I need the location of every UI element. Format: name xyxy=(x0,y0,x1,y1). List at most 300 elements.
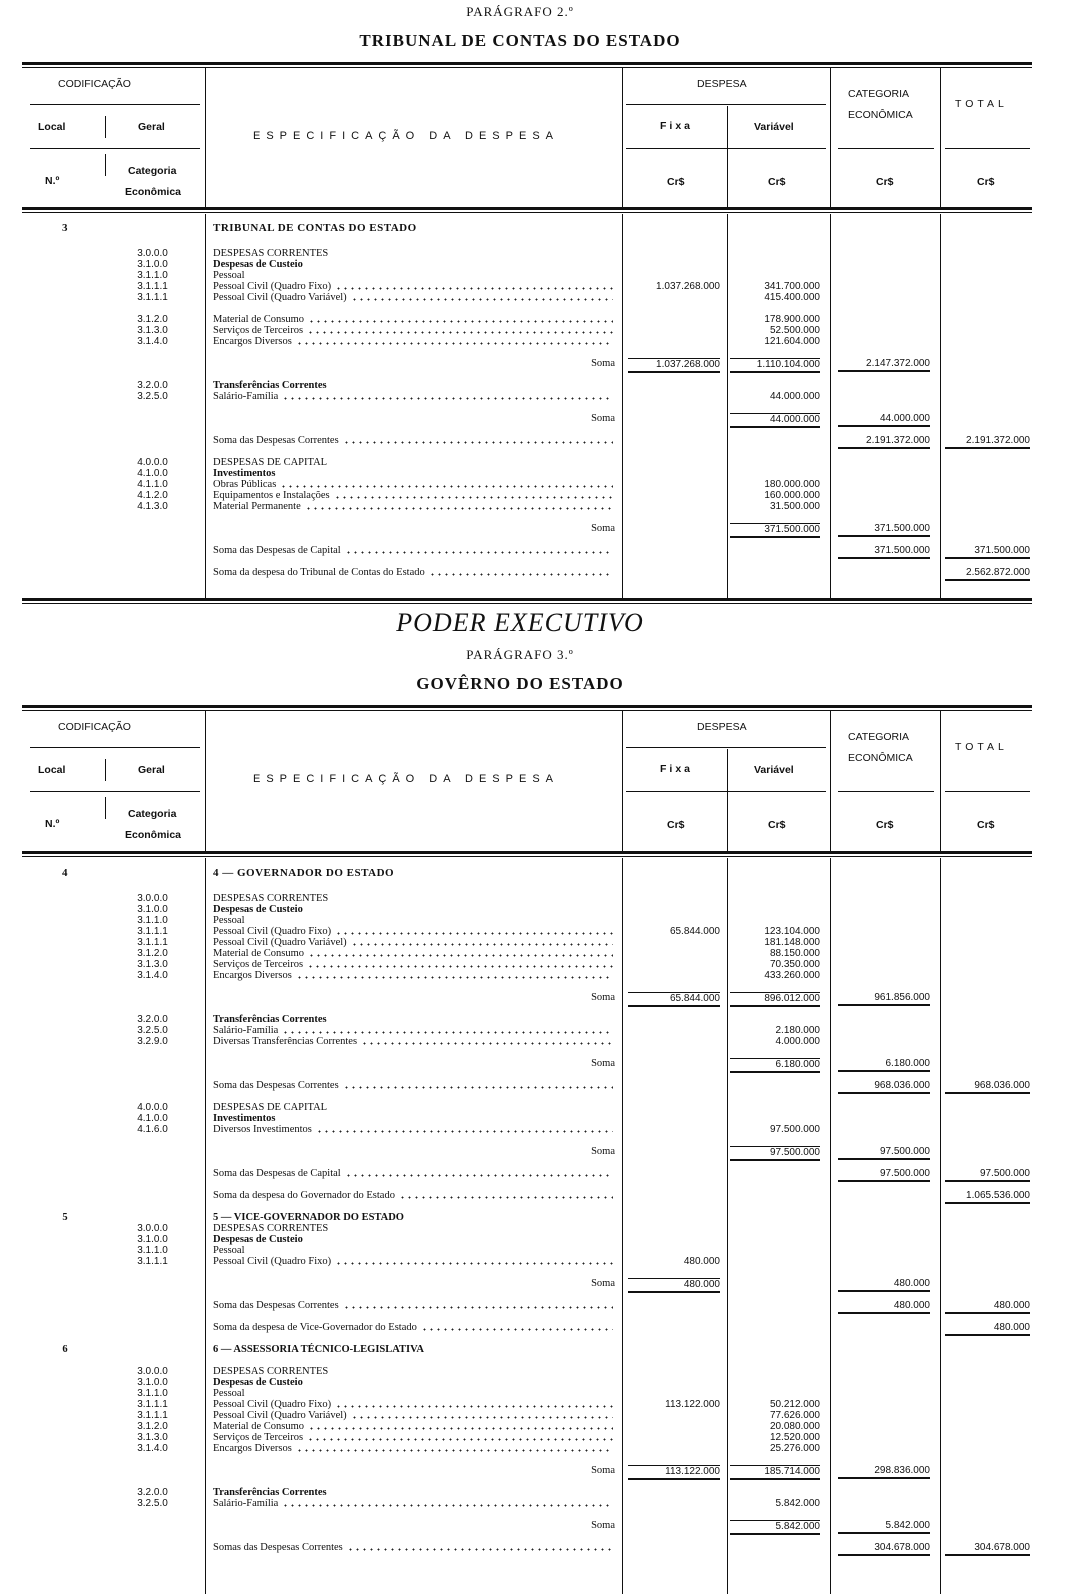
table-row xyxy=(0,1223,1040,1234)
economica-label: Econômica xyxy=(125,829,182,841)
variable-expense: 12.520.000 xyxy=(769,1432,820,1443)
specification xyxy=(213,1036,615,1047)
dot-leader xyxy=(296,336,613,345)
specification xyxy=(213,292,615,303)
specification xyxy=(213,391,615,402)
variable-expense: 97.500.000 xyxy=(730,1146,820,1161)
dot-leader xyxy=(305,501,613,510)
entry-number: 4 xyxy=(62,867,68,879)
dot-leader xyxy=(308,1421,613,1430)
economic-category-code: 3.2.0.0 xyxy=(137,380,168,391)
table-row xyxy=(0,523,1040,534)
table-row xyxy=(0,1542,1040,1553)
specification-text: Soma das Despesas de Capital xyxy=(213,545,341,556)
table-row xyxy=(0,937,1040,948)
specification xyxy=(213,1058,615,1069)
dot-leader xyxy=(345,1168,613,1177)
specification xyxy=(213,248,615,259)
specification xyxy=(213,435,615,446)
table-row xyxy=(0,868,1040,882)
economic-category-total: 480.000 xyxy=(838,1300,930,1314)
dot-leader xyxy=(280,479,613,488)
specification xyxy=(213,1399,615,1410)
table-body-2 xyxy=(0,858,1040,1594)
specification xyxy=(213,1245,615,1256)
specification xyxy=(213,380,615,391)
economic-category-total: 97.500.000 xyxy=(838,1146,930,1160)
categoria-economica-label-2: ECONÔMICA xyxy=(848,752,913,764)
specification xyxy=(213,1520,615,1531)
table-row xyxy=(0,1465,1040,1476)
table-row xyxy=(0,325,1040,336)
specification-text: Encargos Diversos xyxy=(213,1443,292,1454)
fixa-label: Fixa xyxy=(660,120,694,132)
dot-leader xyxy=(335,926,613,935)
variable-expense: 20.080.000 xyxy=(769,1421,820,1432)
table-row xyxy=(0,457,1040,468)
table-row xyxy=(0,1388,1040,1399)
economic-category-code: 4.0.0.0 xyxy=(137,457,168,468)
table-row xyxy=(0,259,1040,270)
total: 1.065.536.000 xyxy=(945,1190,1030,1204)
table-row xyxy=(0,391,1040,402)
specification xyxy=(213,259,615,270)
specification-text: 6 — ASSESSORIA TÉCNICO-LEGISLATIVA xyxy=(213,1344,424,1355)
table-row xyxy=(0,1487,1040,1498)
variable-expense: 4.000.000 xyxy=(775,1036,820,1047)
specification-text: Material Permanente xyxy=(213,501,301,512)
variable-expense: 5.842.000 xyxy=(730,1520,820,1535)
specification-text: Pessoal Civil (Quadro Fixo) xyxy=(213,926,332,937)
specification-text: DESPESAS DE CAPITAL xyxy=(213,457,328,468)
specification xyxy=(213,959,615,970)
table-row xyxy=(0,1124,1040,1135)
specification xyxy=(213,1410,615,1421)
specification-text: Serviços de Terceiros xyxy=(213,959,304,970)
specification xyxy=(213,325,615,336)
variable-expense: 185.714.000 xyxy=(730,1465,820,1480)
dot-leader xyxy=(343,1080,613,1089)
currency-label: Cr$ xyxy=(667,819,685,831)
total: 304.678.000 xyxy=(945,1542,1030,1556)
economic-category-code: 3.2.9.0 xyxy=(137,1036,168,1047)
currency-label: Cr$ xyxy=(876,176,894,188)
dot-leader xyxy=(296,1443,613,1452)
specification xyxy=(213,1322,615,1333)
specification xyxy=(213,1113,615,1124)
economic-category-code: 3.2.0.0 xyxy=(137,1014,168,1025)
dot-leader xyxy=(343,435,613,444)
economic-category-code: 3.0.0.0 xyxy=(137,893,168,904)
specification-text: Equipamentos e Instalações xyxy=(213,490,330,501)
specification-text: Salário-Família xyxy=(213,1025,279,1036)
specification-text: Investimentos xyxy=(213,1113,276,1124)
total: 968.036.000 xyxy=(945,1080,1030,1094)
table-row xyxy=(0,1421,1040,1432)
specification xyxy=(213,1256,615,1267)
total: 2.562.872.000 xyxy=(945,567,1030,581)
total: 480.000 xyxy=(945,1300,1030,1314)
specification-text: Soma xyxy=(591,1278,615,1289)
dot-leader xyxy=(345,545,613,554)
economic-category-code: 4.1.0.0 xyxy=(137,468,168,479)
economic-category-code: 3.1.3.0 xyxy=(137,325,168,336)
specification-text: Despesas de Custeio xyxy=(213,1234,303,1245)
categoria-label: Categoria xyxy=(128,165,177,177)
categoria-economica-label: CATEGORIA xyxy=(848,88,910,100)
dot-leader xyxy=(343,1300,613,1309)
specification xyxy=(213,868,615,879)
fixed-expense: 1.037.268.000 xyxy=(656,281,720,292)
specification xyxy=(213,1388,615,1399)
heading: PODER EXECUTIVO xyxy=(396,608,644,637)
economic-category-code: 3.2.5.0 xyxy=(137,391,168,402)
fixed-expense: 65.844.000 xyxy=(628,992,720,1007)
specification-text: Pessoal Civil (Quadro Fixo) xyxy=(213,1399,332,1410)
table-row xyxy=(0,380,1040,391)
table-row xyxy=(0,1146,1040,1157)
specification-text: Serviços de Terceiros xyxy=(213,1432,304,1443)
codificacao-label: CODIFICAÇÃO xyxy=(58,78,131,90)
variable-expense: 44.000.000 xyxy=(769,391,820,402)
economic-category-code: 3.2.0.0 xyxy=(137,1487,168,1498)
economic-category-total: 961.856.000 xyxy=(838,992,930,1006)
fixed-expense: 1.037.268.000 xyxy=(628,358,720,373)
table-row xyxy=(0,1245,1040,1256)
economic-category-code: 3.1.1.0 xyxy=(137,270,168,281)
fixed-expense: 65.844.000 xyxy=(669,926,720,937)
table-row xyxy=(0,1366,1040,1377)
variable-expense: 88.150.000 xyxy=(769,948,820,959)
economic-category-code: 3.1.1.1 xyxy=(137,926,168,937)
specification xyxy=(213,1025,615,1036)
table-row xyxy=(0,1377,1040,1388)
dot-leader xyxy=(334,490,613,499)
geral-label: Geral xyxy=(138,121,165,133)
specification xyxy=(213,1300,615,1311)
economic-category-code: 3.1.0.0 xyxy=(137,904,168,915)
table-row xyxy=(0,1410,1040,1421)
dot-leader xyxy=(335,1256,613,1265)
variable-expense: 896.012.000 xyxy=(730,992,820,1007)
economic-category-total: 298.836.000 xyxy=(838,1465,930,1479)
variable-expense: 5.842.000 xyxy=(775,1498,820,1509)
economic-category-code: 3.1.2.0 xyxy=(137,948,168,959)
specification-text: Soma xyxy=(591,523,615,534)
specification xyxy=(213,281,615,292)
dot-leader xyxy=(399,1190,613,1199)
specification-text: Transferências Correntes xyxy=(213,1014,327,1025)
specification xyxy=(213,893,615,904)
total-label: TOTAL xyxy=(955,98,1008,110)
table-row xyxy=(0,336,1040,347)
specification xyxy=(213,336,615,347)
currency-label: Cr$ xyxy=(977,176,995,188)
specification xyxy=(213,523,615,534)
table-row xyxy=(0,468,1040,479)
specification xyxy=(213,1421,615,1432)
dot-leader xyxy=(347,1542,613,1551)
specification xyxy=(213,1102,615,1113)
table-row xyxy=(0,1058,1040,1069)
economic-category-code: 3.1.1.1 xyxy=(137,1410,168,1421)
variable-expense: 433.260.000 xyxy=(764,970,820,981)
specification-text: DESPESAS CORRENTES xyxy=(213,893,329,904)
economic-category-code: 3.1.3.0 xyxy=(137,959,168,970)
specification-text: Soma xyxy=(591,358,615,369)
specification xyxy=(213,1366,615,1377)
specification xyxy=(213,948,615,959)
table-row xyxy=(0,1443,1040,1454)
variable-expense: 31.500.000 xyxy=(769,501,820,512)
specification-text: Soma das Despesas Correntes xyxy=(213,1300,339,1311)
specification xyxy=(213,1498,615,1509)
specification-text: Salário-Família xyxy=(213,391,279,402)
table-row xyxy=(0,915,1040,926)
table-row xyxy=(0,1322,1040,1333)
table-row xyxy=(0,479,1040,490)
despesa-label: DESPESA xyxy=(697,78,747,90)
specification xyxy=(213,413,615,424)
specification-text: Pessoal Civil (Quadro Fixo) xyxy=(213,281,332,292)
total: 480.000 xyxy=(945,1322,1030,1336)
divider xyxy=(22,851,1032,857)
table-row xyxy=(0,314,1040,325)
specification xyxy=(213,1377,615,1388)
table-header xyxy=(0,68,1040,208)
dot-leader xyxy=(351,1410,613,1419)
specification xyxy=(213,1212,615,1223)
table-row xyxy=(0,904,1040,915)
specification-text: Pessoal xyxy=(213,915,245,926)
despesa-label: DESPESA xyxy=(697,721,747,733)
variable-expense: 2.180.000 xyxy=(775,1025,820,1036)
economic-category-code: 3.2.5.0 xyxy=(137,1498,168,1509)
dot-leader xyxy=(282,1025,613,1034)
section-title: GOVÊRNO DO ESTADO xyxy=(416,674,624,693)
variable-expense: 97.500.000 xyxy=(769,1124,820,1135)
specification-text: Encargos Diversos xyxy=(213,970,292,981)
specification-text: 5 — VICE-GOVERNADOR DO ESTADO xyxy=(213,1212,404,1223)
economic-category-total: 371.500.000 xyxy=(838,523,930,537)
economic-category-code: 3.1.1.1 xyxy=(137,281,168,292)
specification xyxy=(213,223,615,234)
local-label: Local xyxy=(38,121,66,133)
specification-text: DESPESAS DE CAPITAL xyxy=(213,1102,328,1113)
variable-expense: 121.604.000 xyxy=(764,336,820,347)
specification xyxy=(213,468,615,479)
variable-expense: 52.500.000 xyxy=(769,325,820,336)
economic-category-code: 4.1.3.0 xyxy=(137,501,168,512)
variable-expense: 50.212.000 xyxy=(769,1399,820,1410)
specification-text: Diversos Investimentos xyxy=(213,1124,312,1135)
economic-category-code: 3.1.2.0 xyxy=(137,1421,168,1432)
table-row xyxy=(0,490,1040,501)
table-row xyxy=(0,545,1040,556)
specification xyxy=(213,1432,615,1443)
specification xyxy=(213,545,615,556)
economic-category-total: 371.500.000 xyxy=(838,545,930,559)
categoria-economica-label-2: ECONÔMICA xyxy=(848,109,913,121)
specification-text: Despesas de Custeio xyxy=(213,904,303,915)
table-row xyxy=(0,992,1040,1003)
fixed-expense: 480.000 xyxy=(683,1256,720,1267)
specification xyxy=(213,314,615,325)
economic-category-code: 3.1.3.0 xyxy=(137,1432,168,1443)
specification xyxy=(213,904,615,915)
categoria-label: Categoria xyxy=(128,808,177,820)
categoria-economica-label: CATEGORIA xyxy=(848,731,910,743)
specification-text: Pessoal Civil (Quadro Variável) xyxy=(213,937,347,948)
specification-text: Pessoal Civil (Quadro Fixo) xyxy=(213,1256,332,1267)
specification xyxy=(213,358,615,369)
specification xyxy=(213,992,615,1003)
fixed-expense: 480.000 xyxy=(628,1278,720,1293)
economic-category-code: 3.0.0.0 xyxy=(137,248,168,259)
specification-text: Material de Consumo xyxy=(213,314,304,325)
specification-text: Despesas de Custeio xyxy=(213,1377,303,1388)
variable-expense: 44.000.000 xyxy=(730,413,820,428)
specification xyxy=(213,1014,615,1025)
specification xyxy=(213,1465,615,1476)
dot-leader xyxy=(308,314,613,323)
total: 97.500.000 xyxy=(945,1168,1030,1182)
table-row xyxy=(0,1168,1040,1179)
specification-text: Soma xyxy=(591,413,615,424)
specification-text: Soma da despesa do Tribunal de Contas do Estado xyxy=(213,567,425,578)
economic-category-code: 3.1.1.1 xyxy=(137,937,168,948)
variable-expense: 181.148.000 xyxy=(764,937,820,948)
specification xyxy=(213,926,615,937)
specification-text: 4 — GOVERNADOR DO ESTADO xyxy=(213,867,395,879)
specification-text: Soma xyxy=(591,1146,615,1157)
economic-category-total: 6.180.000 xyxy=(838,1058,930,1072)
economic-category-code: 4.1.2.0 xyxy=(137,490,168,501)
economic-category-code: 3.1.2.0 xyxy=(137,314,168,325)
specification-text: Obras Públicas xyxy=(213,479,277,490)
dot-leader xyxy=(282,1498,613,1507)
economic-category-code: 3.1.1.1 xyxy=(137,1256,168,1267)
table-row xyxy=(0,1014,1040,1025)
specification-text: Encargos Diversos xyxy=(213,336,292,347)
dot-leader xyxy=(307,959,613,968)
specification-text: Soma xyxy=(591,1520,615,1531)
specification-text: DESPESAS CORRENTES xyxy=(213,1366,329,1377)
table-row xyxy=(0,1344,1040,1355)
dot-leader xyxy=(421,1322,613,1331)
economic-category-code: 3.0.0.0 xyxy=(137,1366,168,1377)
table-row xyxy=(0,1300,1040,1311)
economic-category-code: 3.1.0.0 xyxy=(137,1377,168,1388)
specification-text: Pessoal xyxy=(213,270,245,281)
specification xyxy=(213,490,615,501)
variable-expense: 160.000.000 xyxy=(764,490,820,501)
table-row xyxy=(0,1498,1040,1509)
dot-leader xyxy=(282,391,613,400)
economic-category-code: 3.1.4.0 xyxy=(137,970,168,981)
dot-leader xyxy=(307,1432,613,1441)
variavel-label: Variável xyxy=(754,764,794,776)
specification-text: Soma das Despesas Correntes xyxy=(213,1080,339,1091)
table-row xyxy=(0,959,1040,970)
specification-text: Transferências Correntes xyxy=(213,380,327,391)
specification-text: Somas das Despesas Correntes xyxy=(213,1542,343,1553)
economic-category-code: 4.0.0.0 xyxy=(137,1102,168,1113)
specification xyxy=(213,501,615,512)
total-label: TOTAL xyxy=(955,741,1008,753)
variable-expense: 25.276.000 xyxy=(769,1443,820,1454)
economic-category-code: 4.1.0.0 xyxy=(137,1113,168,1124)
economic-category-code: 3.2.5.0 xyxy=(137,1025,168,1036)
specification xyxy=(213,970,615,981)
specification-text: Soma xyxy=(591,1058,615,1069)
specification xyxy=(213,567,615,578)
rows xyxy=(0,868,1040,1553)
specification-text: Pessoal Civil (Quadro Variável) xyxy=(213,1410,347,1421)
specification xyxy=(213,1234,615,1245)
specification-text: Diversas Transferências Correntes xyxy=(213,1036,358,1047)
economic-category-code: 4.1.6.0 xyxy=(137,1124,168,1135)
economic-category-total: 2.147.372.000 xyxy=(838,358,930,372)
economic-category-total: 44.000.000 xyxy=(838,413,930,427)
specification xyxy=(213,1542,615,1553)
numero-label: N.º xyxy=(45,818,60,830)
dot-leader xyxy=(351,292,613,301)
table-row xyxy=(0,248,1040,259)
table-row xyxy=(0,567,1040,578)
specification-text: Investimentos xyxy=(213,468,276,479)
variable-expense: 371.500.000 xyxy=(730,523,820,538)
variable-expense: 6.180.000 xyxy=(730,1058,820,1073)
economic-category-total: 97.500.000 xyxy=(838,1168,930,1182)
currency-label: Cr$ xyxy=(977,819,995,831)
specification-text: Salário-Família xyxy=(213,1498,279,1509)
specification xyxy=(213,1344,615,1355)
dot-leader xyxy=(296,970,613,979)
specification-text: TRIBUNAL DE CONTAS DO ESTADO xyxy=(213,222,417,234)
variable-expense: 77.626.000 xyxy=(769,1410,820,1421)
paragraph-label: PARÁGRAFO 2.º xyxy=(466,4,574,19)
variable-expense: 1.110.104.000 xyxy=(730,358,820,373)
economic-category-code: 3.1.0.0 xyxy=(137,1234,168,1245)
dot-leader xyxy=(429,567,613,576)
specification-text: Pessoal Civil (Quadro Variável) xyxy=(213,292,347,303)
dot-leader xyxy=(335,1399,613,1408)
dot-leader xyxy=(307,325,613,334)
local-label: Local xyxy=(38,764,66,776)
numero-label: N.º xyxy=(45,175,60,187)
geral-label: Geral xyxy=(138,764,165,776)
specification xyxy=(213,457,615,468)
table-row xyxy=(0,1025,1040,1036)
especificacao-label: ESPECIFICAÇÃO DA DESPESA xyxy=(253,773,559,785)
specification-text: Soma xyxy=(591,992,615,1003)
table-row xyxy=(0,1190,1040,1201)
dot-leader xyxy=(308,948,613,957)
dot-leader xyxy=(361,1036,613,1045)
table-row xyxy=(0,413,1040,424)
total: 371.500.000 xyxy=(945,545,1030,559)
table-row xyxy=(0,270,1040,281)
currency-label: Cr$ xyxy=(768,819,786,831)
specification xyxy=(213,915,615,926)
entry-number: 5 xyxy=(62,1212,68,1223)
divider xyxy=(22,598,1032,604)
divider xyxy=(22,207,1032,213)
economic-category-code: 4.1.1.0 xyxy=(137,479,168,490)
table-row xyxy=(0,1113,1040,1124)
specification-text: DESPESAS CORRENTES xyxy=(213,1223,329,1234)
